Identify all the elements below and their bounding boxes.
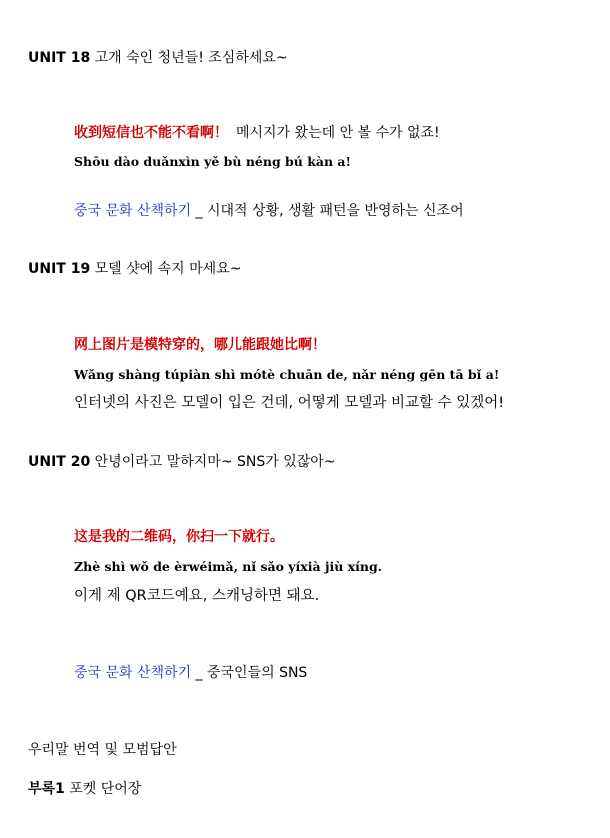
unit-19-pinyin: Wǎng shàng túpiàn shì mótè chuān de, nǎr néng gēn tā bǐ a! [74,367,500,382]
unit-20-pinyin: Zhè shì wǒ de èrwéimǎ, nǐ sǎo yíxià jiù xíng. [74,559,383,574]
appendix-text: 포켓 단어장 [69,781,142,797]
unit-18-culture [74,204,464,218]
unit-20-heading [28,455,336,469]
unit-20-culture [74,666,307,680]
appendix-label: 부록1 [28,781,65,797]
unit-18-label: UNIT 18 [28,50,91,66]
unit-18-heading [28,51,288,65]
unit-18-title: 고개 숙인 청년들! 조심하세요~ [94,50,288,66]
unit-18-culture-label: 중국 문화 산책하기 [74,203,192,219]
appendix-heading [28,782,141,796]
translation-answers-heading: 우리말 번역 및 모범답안 [28,742,177,758]
unit-20-title: 안녕이라고 말하지마~ SNS가 있잖아~ [94,454,336,470]
unit-18-culture-text: _ 시대적 상황, 생활 패턴을 반영하는 신조어 [195,203,464,219]
unit-18-pinyin: Shōu dào duǎnxìn yě bù néng bú kàn a! [74,154,352,169]
unit-19-chinese-sentence: 网上图片是模特穿的，哪儿能跟她比啊！ [74,337,326,353]
unit-20-culture-text: _ 중국인들의 SNS [195,665,308,681]
unit-19-heading [28,262,241,276]
unit-20-label: UNIT 20 [28,454,91,470]
unit-20-culture-label: 중국 문화 산책하기 [74,665,192,681]
unit-19-title: 모델 샷에 속지 마세요~ [94,261,242,277]
unit-20-chinese-sentence: 这是我的二维码，你扫一下就行。 [74,529,284,545]
unit-18-korean-text: 메시지가 왔는데 안 볼 수가 없죠! [236,125,440,141]
unit-18-chinese-sentence [74,126,440,140]
unit-19-korean-sentence: 인터넷의 사진은 모델이 입은 건데, 어떻게 모델과 비교할 수 있겠어! [74,395,505,411]
unit-20-korean-sentence: 이게 제 QR코드예요, 스캐닝하면 돼요. [74,588,320,604]
unit-18-chinese-text: 收到短信也不能不看啊！ [74,125,228,141]
unit-19-label: UNIT 19 [28,261,91,277]
